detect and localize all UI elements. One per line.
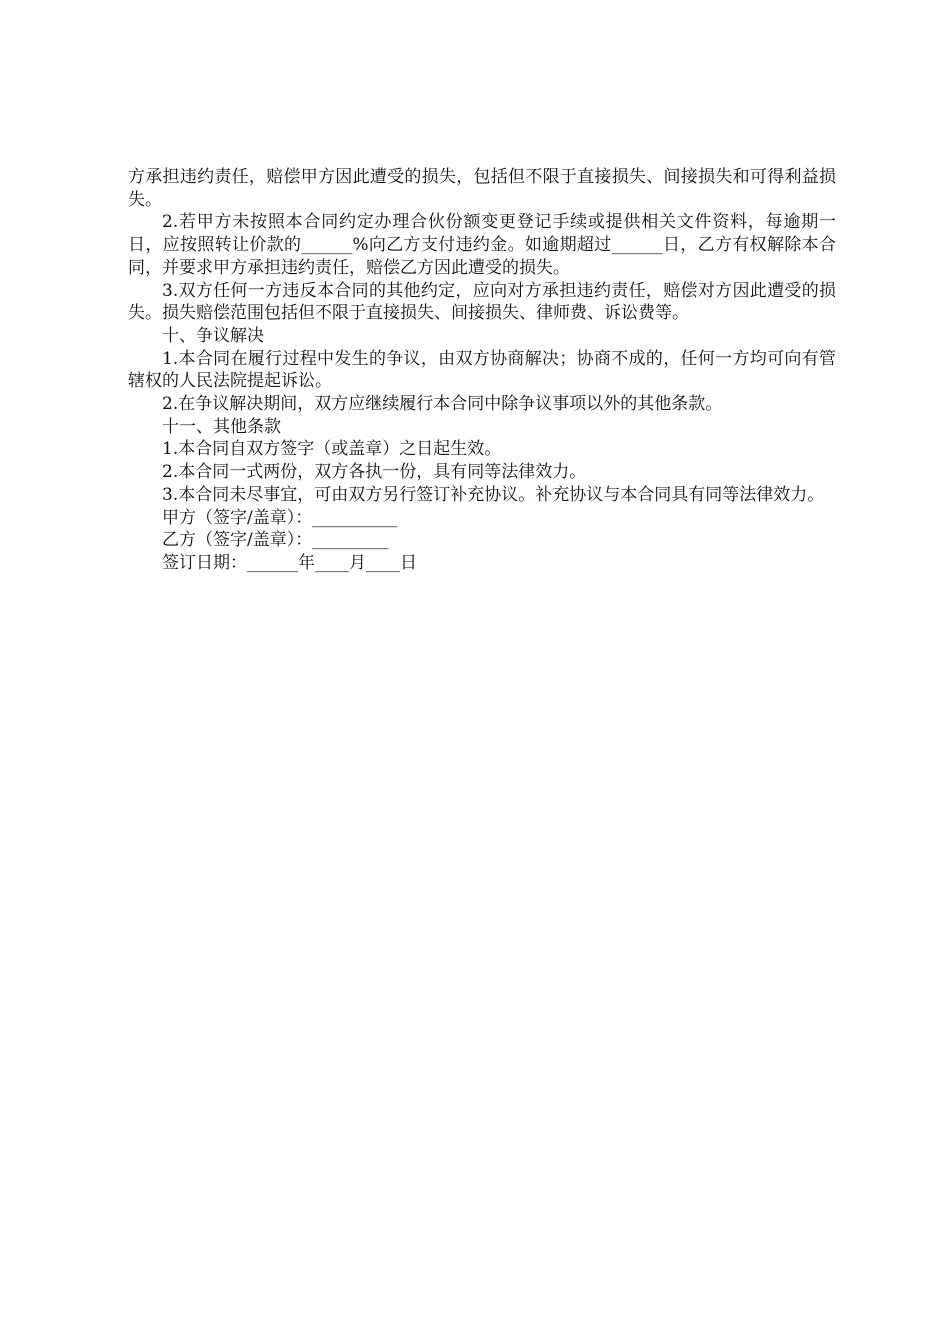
clause-11-2: 2.本合同一式两份，双方各执一份，具有同等法律效力。	[162, 462, 587, 483]
section-heading-other-terms: 十一、其他条款	[162, 416, 281, 437]
section-heading-dispute-resolution: 十、争议解决	[162, 325, 264, 346]
signature-party-a: 甲方（签字/盖章）：__________	[162, 507, 398, 528]
clause-10-1: 1.本合同在履行过程中发生的争议，由双方协商解决；协商不成的，任何一方均可向有管辖权的人民法院提起诉讼。	[128, 348, 836, 392]
clause-9-3: 3.双方任何一方违反本合同的其他约定，应向对方承担违约责任，赔偿对方因此遭受的损失。损失赔偿范围包括但不限于直接损失、间接损失、律师费、诉讼费等。	[128, 280, 836, 324]
clause-9-2: 2.若甲方未按照本合同约定办理合伙份额变更登记手续或提供相关文件资料，每逾期一日，应按照转让价款的______%向乙方支付违约金。如逾期超过______日，乙方有权解除本合同，并要求甲方承担违约责任，赔偿乙方因此遭受的损失。	[128, 212, 836, 278]
clause-9-1-continued: 方承担违约责任，赔偿甲方因此遭受的损失，包括但不限于直接损失、间接损失和可得利益损失。	[128, 167, 836, 210]
document-page	[128, 166, 836, 575]
signature-party-b: 乙方（签字/盖章）：_________	[162, 530, 389, 551]
clause-10-2: 2.在争议解决期间，双方应继续履行本合同中除争议事项以外的其他条款。	[162, 394, 723, 415]
signing-date: 签订日期：______年____月____日	[162, 552, 417, 573]
clause-11-1: 1.本合同自双方签字（或盖章）之日起生效。	[162, 439, 502, 460]
clause-11-3: 3.本合同未尽事宜，可由双方另行签订补充协议。补充协议与本合同具有同等法律效力。	[162, 484, 825, 505]
